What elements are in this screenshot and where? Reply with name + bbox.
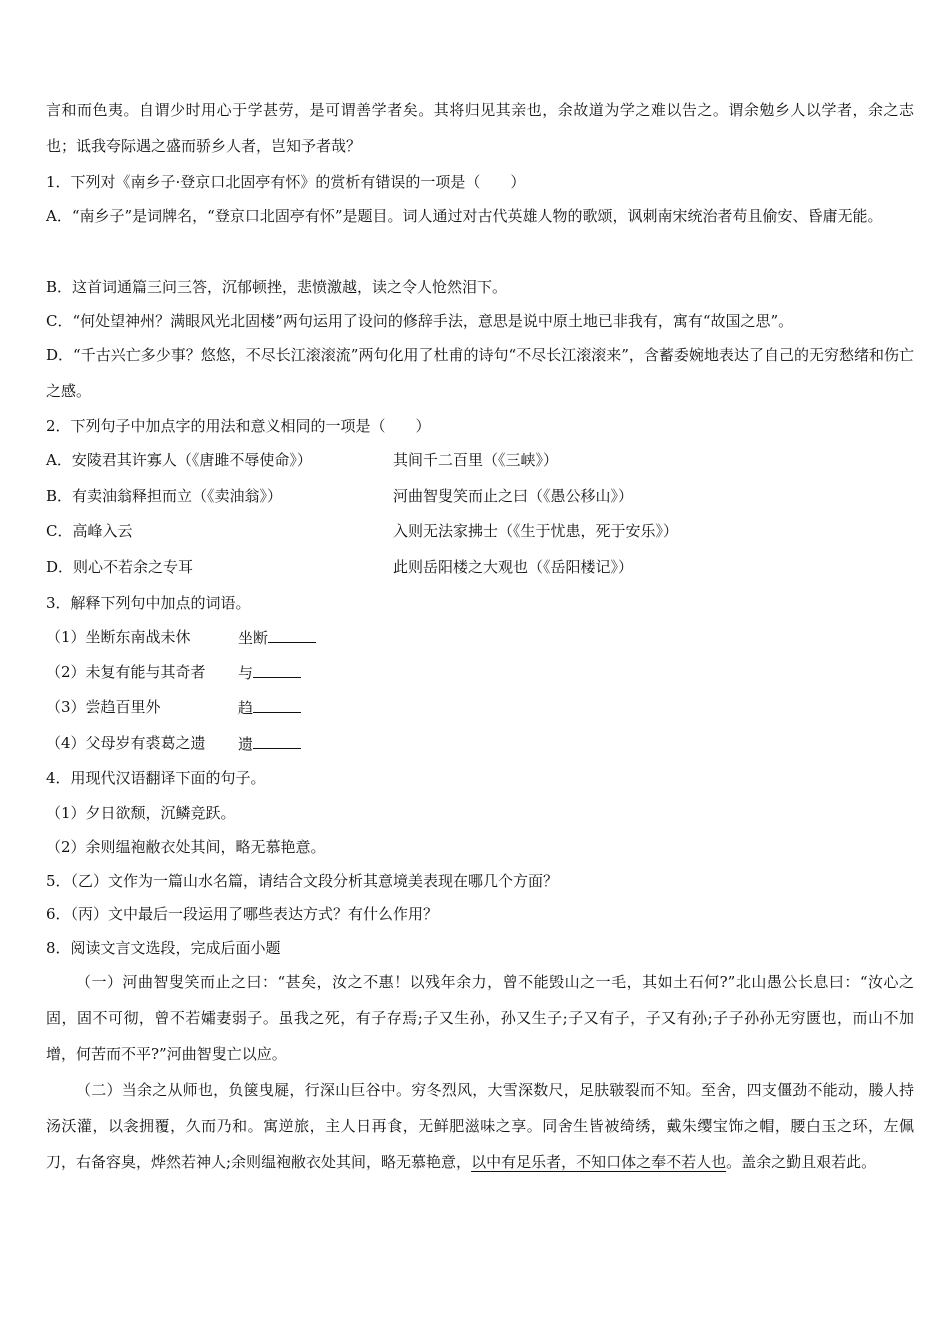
q2-option-d-right: 此则岳阳楼之大观也（《岳阳楼记》） <box>393 558 634 576</box>
q8-stem: 8．阅读文言文选段，完成后面小题 <box>46 939 281 957</box>
q3-answer-3 <box>238 697 301 717</box>
q1-option-c: C．“何处望神州？满眼风光北固楼”两句运用了设问的修辞手法，意思是说中原土地已非我有，寓有“故国之思”。 <box>46 312 794 330</box>
answer-blank[interactable] <box>253 697 301 713</box>
answer-blank[interactable] <box>268 627 316 643</box>
q3-word-4: 遗 <box>238 735 254 753</box>
q1-option-d: D．“千古兴亡多少事？悠悠，不尽长江滚滚流”两句化用了杜甫的诗句“不尽长江滚滚来”，含蓄委婉地表达了自己的无穷愁绪和伤亡之感。 <box>46 346 914 400</box>
q8-passage-1: （一）河曲智叟笑而止之曰：“甚矣，汝之不惠！以残年余力，曾不能毁山之一毛，其如土石何?”北山愚公长息曰：“汝心之固，固不可彻，曾不若孀妻弱子。虽我之死，有子存焉;子又生孙，孙又生子;子又有子，子又有孙;子子孙孙无穷匮也，而山不加增，何苦而不平?”河曲智叟亡以应。 <box>46 973 914 1063</box>
q3-item-4: （4）父母岁有裘葛之遗 <box>46 734 206 752</box>
underlined-sentence: 以中有足乐者，不知口体之奉不若人也 <box>471 1153 727 1171</box>
answer-blank[interactable] <box>253 662 301 678</box>
q1-option-b: B．这首词通篇三问三答，沉郁顿挫，悲愤激越，读之令人怆然泪下。 <box>46 278 508 296</box>
q3-answer-4 <box>238 733 301 753</box>
q4-sentence-2: （2）余则缊袍敝衣处其间，略无慕艳意。 <box>46 838 326 856</box>
q1-option-a: A．“南乡子”是词牌名，“登京口北固亭有怀”是题目。词人通过对古代英雄人物的歌颂，讽刺南宋统治者苟且偷安、昏庸无能。 <box>46 207 883 225</box>
answer-blank[interactable] <box>253 733 301 749</box>
q1-stem: 1．下列对《南乡子·登京口北固亭有怀》的赏析有错误的一项是（ ） <box>46 173 526 191</box>
q2-option-a-left: A．安陵君其许寡人（《唐雎不辱使命》） <box>46 451 312 469</box>
q2-option-d-left: D．则心不若余之专耳 <box>46 558 194 576</box>
q8-passage-2 <box>46 1072 914 1180</box>
intro-passage: 言和而色夷。自谓少时用心于学甚劳，是可谓善学者矣。其将归见其亲也，余故道为学之难以告之。谓余勉乡人以学者，余之志也；诋我夸际遇之盛而骄乡人者，岂知予者哉？ <box>46 101 914 155</box>
q4-sentence-1: （1）夕日欲颓，沉鳞竞跃。 <box>46 804 236 822</box>
q6-stem: 6．（丙）文中最后一段运用了哪些表达方式？有什么作用？ <box>46 905 439 923</box>
q8-passage-2-end: 。盖余之勤且艰若此。 <box>726 1153 877 1171</box>
q3-item-1: （1）坐断东南战未休 <box>46 628 191 646</box>
q8-passage-2-main: （二）当余之从师也，负箧曳屣，行深山巨谷中。穷冬烈风，大雪深数尺，足肤皲裂而不知。至舍，四支僵劲不能动，媵人持汤沃灌，以衾拥覆，久而乃和。寓逆旅，主人日再食，无鲜肥滋味之享。同舍生皆被绮绣，戴朱缨宝饰之帽，腰白玉之环，左佩刀，右备容臭，烨然若神人;余则缊袍敝衣处其间，略无慕艳意， <box>46 1081 914 1171</box>
q3-answer-1 <box>238 627 316 647</box>
q2-option-a-right: 其间千二百里（《三峡》） <box>393 451 559 469</box>
q2-option-b-left: B．有卖油翁释担而立（《卖油翁》） <box>46 487 283 505</box>
q3-item-2: （2）未复有能与其奇者 <box>46 663 206 681</box>
q3-stem: 3．解释下列句中加点的词语。 <box>46 594 251 612</box>
q5-stem: 5．（乙）文作为一篇山水名篇，请结合文段分析其意境美表现在哪几个方面？ <box>46 872 559 890</box>
q2-option-c-left: C．高峰入云 <box>46 522 133 540</box>
q3-word-2: 与 <box>238 664 254 682</box>
q4-stem: 4．用现代汉语翻译下面的句子。 <box>46 769 266 787</box>
q2-stem: 2．下列句子中加点字的用法和意义相同的一项是（ ） <box>46 417 431 435</box>
q3-word-1: 坐断 <box>238 629 269 647</box>
q3-answer-2 <box>238 662 301 682</box>
q2-option-c-right: 入则无法家拂士（《生于忧患，死于安乐》） <box>393 522 679 540</box>
q2-option-b-right: 河曲智叟笑而止之曰（《愚公移山》） <box>393 487 634 505</box>
q3-word-3: 趋 <box>238 699 254 717</box>
q3-item-3: （3）尝趋百里外 <box>46 698 161 716</box>
